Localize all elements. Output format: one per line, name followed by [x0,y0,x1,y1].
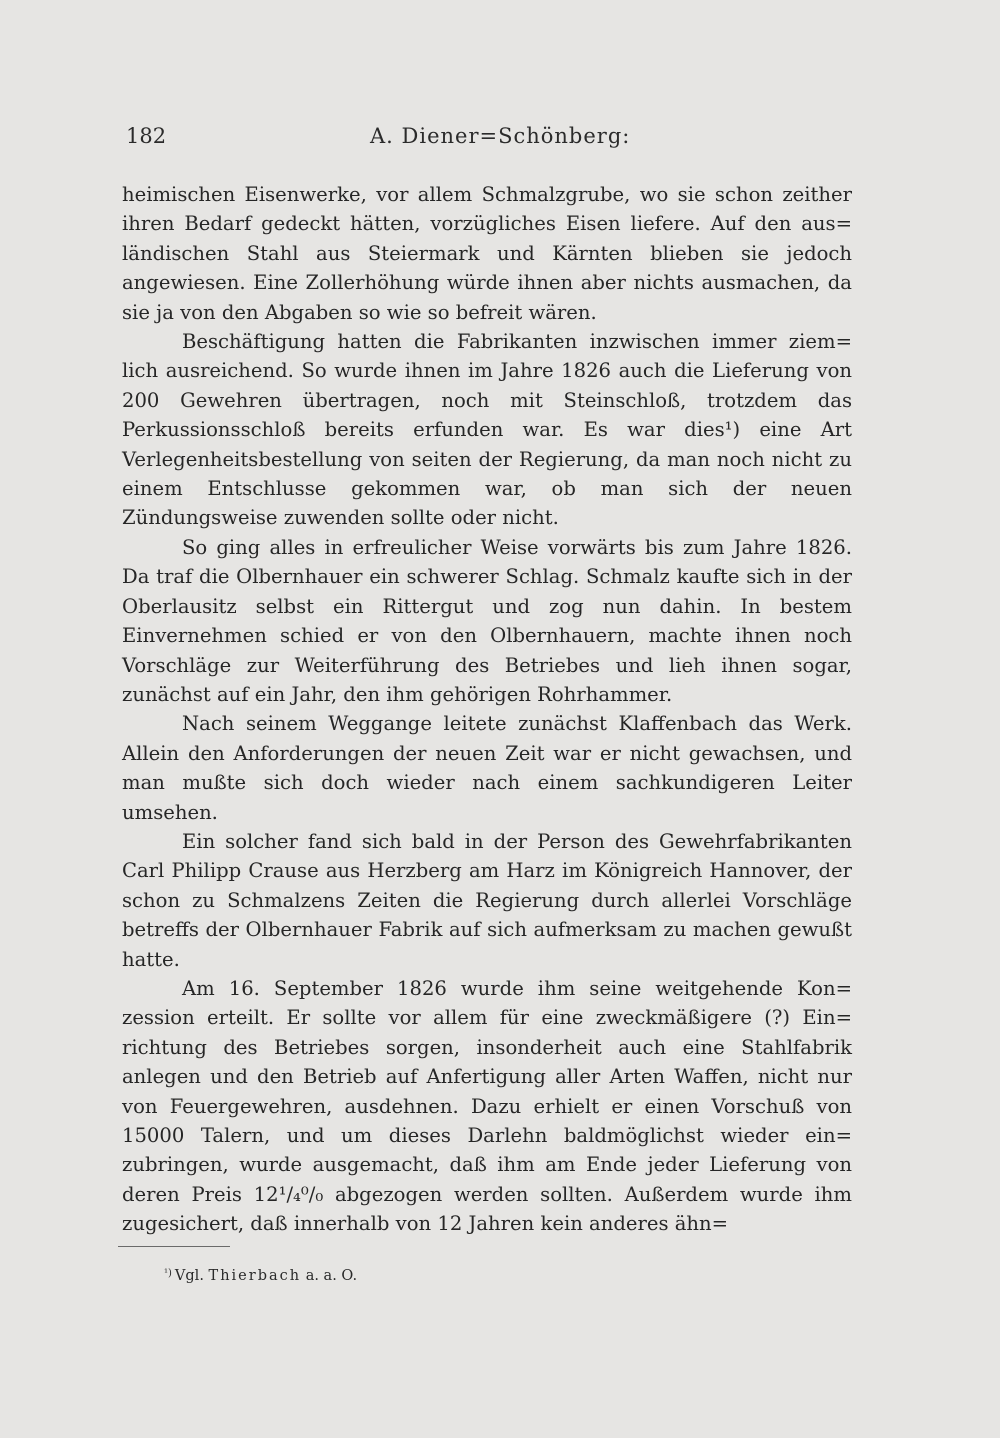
running-head: A. Diener=Schönberg: [370,124,631,148]
paragraph-3: So ging alles in erfreulicher Weise vorwärts bis zum Jahre 1826. Da traf die Olbernhauer ein schwerer Schlag. Schmalz kaufte sich in der Oberlausitz selbst ein Rittergut und zog nun dahin. In bestem Einvernehmen schied er von den Olbernhauern, machte ihnen noch Vorschläge zur Weiterführung des Betriebes und lieh ihnen sogar, zunächst auf ein Jahr, den ihm gehörigen Rohrhammer. [122,535,852,706]
footnote [164,1268,357,1284]
page-number: 182 [126,124,167,148]
paragraph-4: Nach seinem Weggange leitete zunächst Klaffenbach das Werk. Allein den Anforderungen der neuen Zeit war er nicht gewachsen, und man mußte sich doch wieder nach einem sachkundigeren Leiter umsehen. [122,712,852,824]
footnote-author: Thierbach [208,1268,302,1284]
footnote-abbrev: Vgl. [174,1268,204,1284]
paragraph-6: Am 16. September 1826 wurde ihm seine weitgehende Kon= zession erteilt. Er sollte vor allem für eine zweckmäßigere (?) Ein= richtung des Betriebes sorgen, insonderheit auch eine Stahlfabrik anlegen und den Betrieb auf Anfertigung aller Arten Waffen, nicht nur von Feuergewehren, ausdehnen. Dazu erhielt er einen Vorschuß von 15000 Talern, und um dieses Darlehn baldmöglichst wieder ein= zubringen, wurde ausgemacht, daß ihm am Ende jeder Lieferung von deren Preis 12¹/₄⁰/₀ abgezogen werden sollten. Außerdem wurde ihm zugesichert, daß innerhalb von 12 Jahren kein anderes ähn= [122,976,852,1236]
paragraph-5: Ein solcher fand sich bald in der Person des Gewehrfabrikanten Carl Philipp Crause aus Herzberg am Harz im Königreich Hannover, der schon zu Schmalzens Zeiten die Regierung durch allerlei Vorschläge betreffs der Olbernhauer Fabrik auf sich aufmerksam zu machen gewußt hatte. [122,829,852,971]
page-header [126,124,852,158]
paragraph-2: Beschäftigung hatten die Fabrikanten inzwischen immer ziem= lich ausreichend. So wurde ihnen im Jahre 1826 auch die Lieferung von 200 Gewehren übertragen, noch mit Steinschloß, trotzdem das Perkussionsschloß bereits erfunden war. Es war dies¹) eine Art Verlegenheitsbestellung von seiten der Regierung, da man noch nicht zu einem Entschlusse gekommen war, ob man sich der neuen Zündungsweise zuwenden sollte oder nicht. [122,330,852,530]
paragraph-1: heimischen Eisenwerke, vor allem Schmalzgrube, wo sie schon zeither ihren Bedarf gedeckt hätten, vorzügliches Eisen liefere. Auf den aus= ländischen Stahl aus Steiermark und Kärnten blieben sie jedoch angewiesen. Eine Zollerhöhung würde ihnen aber nichts ausmachen, da sie ja von den Abgaben so wie so befreit wären. [122,183,852,324]
footnote-divider [118,1246,230,1247]
footnote-mark: ¹) [164,1268,172,1279]
footnote-rest: a. a. O. [305,1268,358,1284]
body-text [122,180,852,1239]
